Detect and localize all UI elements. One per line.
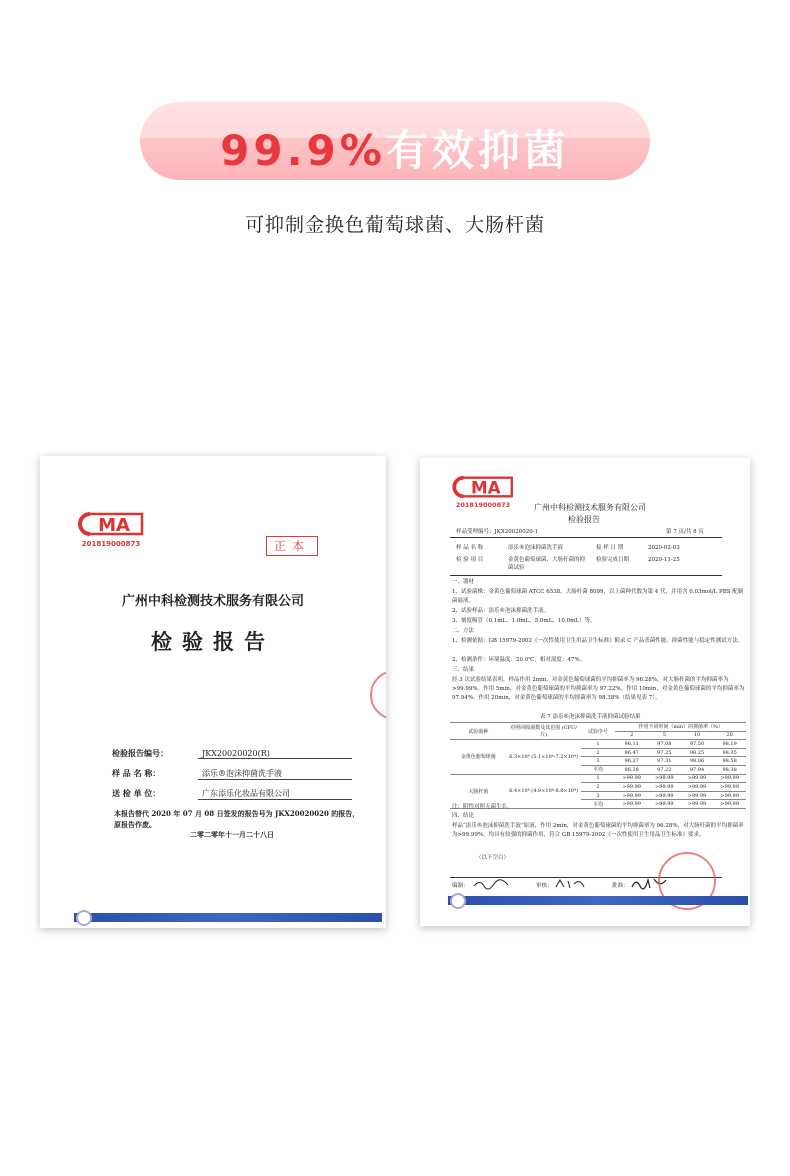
table-cell: >99.99 bbox=[615, 783, 648, 792]
value-receive-date: 2020-02-03 bbox=[648, 545, 680, 551]
replacement-note: 本报告替代 2020 年 07 月 08 日签发的报告号为 JKX20020020 的报告，原报告作废。 bbox=[114, 809, 360, 829]
table-cell: 98.19 bbox=[713, 740, 746, 749]
table-cell: 98.06 bbox=[681, 757, 714, 766]
table-cell: 98.38 bbox=[713, 765, 746, 774]
cma-letters: MA bbox=[471, 477, 501, 498]
cma-letters: MA bbox=[98, 515, 130, 536]
table-cell: 97.08 bbox=[648, 740, 681, 749]
subtitle: 可抑制金换色葡萄球菌、大肠杆菌 bbox=[244, 214, 545, 236]
field-client bbox=[112, 788, 352, 800]
table-cell: 平均 bbox=[581, 765, 616, 774]
blank-marker: （以下空白） bbox=[476, 855, 510, 861]
table-cell: 1 bbox=[581, 740, 616, 749]
label-edited-by: 编制： bbox=[452, 883, 469, 889]
table-note: 注：阴性对照无菌生长。 bbox=[452, 804, 513, 810]
header-rule bbox=[450, 537, 722, 538]
table-cell: 3 bbox=[581, 791, 616, 800]
table-cell: >99.99 bbox=[648, 800, 681, 809]
signature-editor bbox=[472, 878, 512, 893]
table-header: 5 bbox=[648, 731, 681, 740]
banner-effect-text: 有效抑菌 bbox=[385, 126, 570, 175]
company-name: 广州中科检测技术服务有限公司 bbox=[121, 594, 304, 609]
value-test-item: 金黄色葡萄球菌、大肠杆菌的抑菌试验 bbox=[508, 557, 586, 571]
table-cell: 平均 bbox=[581, 800, 616, 809]
cma-mark-icon bbox=[76, 510, 146, 538]
page-number: 第 7 页/共 8 页 bbox=[666, 529, 704, 535]
table-cell: 97.94 bbox=[681, 765, 714, 774]
cma-mark-icon bbox=[450, 474, 516, 500]
field-label: 送 检 单 位： bbox=[112, 788, 161, 798]
original-stamp: 正本 bbox=[266, 536, 318, 556]
section-conclusion: 四、结论 bbox=[452, 813, 475, 819]
table-cell: 96.47 bbox=[615, 748, 648, 757]
banner-percent: 99.9% bbox=[220, 126, 386, 175]
table-cell: 3 bbox=[581, 757, 616, 766]
headline-banner bbox=[140, 102, 650, 180]
field-sample-name bbox=[112, 768, 352, 780]
table-header: 10 bbox=[681, 731, 714, 740]
table-title: 表 7 添乐®泡沫抑菌洗手液抑菌试验结果 bbox=[540, 714, 641, 720]
table-cell: 2 bbox=[581, 783, 616, 792]
table-cell: 1 bbox=[581, 774, 616, 783]
label-sample-name: 样 品 名 称 bbox=[456, 545, 484, 551]
label-reviewed-by: 审核： bbox=[536, 883, 553, 889]
section-method: 二、方法 bbox=[452, 628, 475, 634]
para-pipettes: 3、刻度吸管（0.1mL、1.0mL、5.0mL、10.0mL）等。 bbox=[452, 618, 596, 624]
field-value: JKX20020020(R) bbox=[198, 749, 352, 759]
table-cell: >99.99 bbox=[615, 791, 648, 800]
table-cell: >99.99 bbox=[681, 783, 714, 792]
table-cell: 97.50 bbox=[681, 740, 714, 749]
report-title: 检验报告 bbox=[151, 629, 275, 654]
para-basis: 1、检测依据：GB 15979-2002《一次性使用卫生用品卫生标准》附录 C 产品杀菌性能、抑菌性能与稳定性测试方法。 bbox=[452, 638, 744, 644]
footer-logo-icon bbox=[76, 910, 92, 926]
table-cell: >99.99 bbox=[713, 774, 746, 783]
info-rule bbox=[450, 575, 722, 576]
table-cell: 98.35 bbox=[713, 748, 746, 757]
table-header: 2 bbox=[615, 731, 648, 740]
table-cell: 98.25 bbox=[681, 748, 714, 757]
cma-number: 201819000873 bbox=[81, 540, 141, 548]
label-receive-date: 接 样 日 期 bbox=[596, 545, 624, 551]
banner-title bbox=[140, 118, 650, 178]
label-approved-by: 批准： bbox=[612, 883, 629, 889]
signature-reviewer bbox=[554, 878, 588, 893]
label-complete-date: 检验完成日期 bbox=[596, 557, 630, 563]
table-header: 20 bbox=[713, 731, 746, 740]
table-cell: 97.31 bbox=[648, 757, 681, 766]
handwritten-signature-icon bbox=[472, 878, 512, 890]
footer-bar bbox=[448, 896, 748, 905]
table-cell: >99.99 bbox=[615, 800, 648, 809]
para-strains: 1、试验菌株：金黄色葡萄球菌 ATCC 6538、大肠杆菌 8099，以上菌种代数为第 4 代，并用含 0.03mol/L PBS 配制菌悬液。 bbox=[452, 589, 744, 604]
table-cell: >99.99 bbox=[681, 800, 714, 809]
table-cell: 金黄色葡萄球菌 bbox=[450, 740, 507, 774]
table-cell: 98.58 bbox=[713, 757, 746, 766]
table-cell: 97.22 bbox=[648, 765, 681, 774]
para-results: 经 3 次试验结果表明，样品作用 2min，对金黄色葡萄球菌的平均抑菌率为 96.28%，对大肠杆菌的平均抑菌率为>99.99%。作用 5min，对金黄色葡萄球菌的平均抑菌率为 97.22%。作用 10min，对金黄色葡萄球菌的平均抑菌率为 97.94%。作用 20min，对金黄色葡萄球菌的平均抑菌率为 98.38%（结果见表 7）。 bbox=[452, 677, 745, 701]
table-cell: 2 bbox=[581, 748, 616, 757]
para-conditions: 2、检测条件：环境温度：20.0℃，相对湿度：47%。 bbox=[452, 657, 586, 663]
section-results: 三、结果 bbox=[452, 667, 475, 673]
cma-logo bbox=[76, 510, 146, 550]
table-row bbox=[450, 740, 746, 749]
company-name: 广州中科检测技术服务有限公司 bbox=[534, 503, 646, 512]
table-cell: 96.28 bbox=[615, 765, 648, 774]
para-sample: 2、试验样品：添乐®泡沫抑菌洗手液。 bbox=[452, 608, 550, 614]
table-row bbox=[450, 774, 746, 783]
cma-number: 201819000873 bbox=[455, 501, 511, 509]
value-sample-name: 添乐®泡沫抑菌洗手液 bbox=[508, 545, 564, 551]
value-complete-date: 2020-11-25 bbox=[648, 557, 680, 563]
handwritten-signature-icon bbox=[554, 878, 588, 890]
field-value: 添乐®泡沫抑菌洗手液 bbox=[198, 768, 352, 780]
table-cell: >99.99 bbox=[648, 783, 681, 792]
table-cell: 6.4×10⁴ (4.9×10⁴-8.8×10⁴) bbox=[507, 774, 581, 808]
field-label: 样 品 名 称： bbox=[112, 768, 161, 778]
table-cell: 6.3×10⁴ (5.1×10⁴-7.2×10⁴) bbox=[507, 740, 581, 774]
footer-bar bbox=[74, 913, 382, 922]
table-header: 对照回收菌数及其范围 (CFU/片) bbox=[507, 723, 581, 740]
section-equipment: 一、器材 bbox=[452, 579, 475, 585]
table-cell: 97.25 bbox=[648, 748, 681, 757]
label-test-item: 检 验 项 目 bbox=[456, 557, 484, 563]
table-cell: >99.99 bbox=[648, 774, 681, 783]
table-header: 作用不同时间（min）的抑菌率（%） bbox=[615, 723, 746, 732]
cma-logo bbox=[450, 474, 516, 514]
field-label: 检验报告编号： bbox=[112, 748, 168, 758]
table-cell: >99.99 bbox=[713, 791, 746, 800]
issue-date: 二零二零年十一月二十八日 bbox=[190, 830, 274, 839]
table-cell: >99.99 bbox=[615, 774, 648, 783]
table-cell: >99.99 bbox=[713, 800, 746, 809]
footer-logo-icon bbox=[450, 893, 466, 909]
table-cell: >99.99 bbox=[681, 791, 714, 800]
table-header: 试验菌种 bbox=[450, 723, 507, 740]
report-results-document bbox=[420, 458, 750, 926]
table-cell: 96.11 bbox=[615, 740, 648, 749]
report-cover-document bbox=[40, 456, 386, 928]
table-cell: >99.99 bbox=[713, 783, 746, 792]
results-table bbox=[450, 722, 746, 809]
field-report-no bbox=[112, 748, 352, 759]
table-cell: 大肠杆菌 bbox=[450, 774, 507, 808]
table-cell: >99.99 bbox=[681, 774, 714, 783]
table-header: 试验序号 bbox=[581, 723, 616, 740]
report-title: 检验报告 bbox=[568, 515, 600, 524]
report-number: 样品受理编号：JKX20020020-1 bbox=[456, 529, 539, 535]
table-cell: >99.99 bbox=[648, 791, 681, 800]
company-seal bbox=[370, 670, 386, 720]
table-cell: 96.27 bbox=[615, 757, 648, 766]
field-value: 广东添乐化妆品有限公司 bbox=[198, 788, 352, 800]
para-conclusion: 样品“添乐®泡沫抑菌洗手液”原液，作用 2min，对金黄色葡萄球菌的平均抑菌率为 96.28%，对大肠杆菌的平均抑菌率为>99.99%，均具有较强的抑菌作用，符合 GB 15979-2002《一次性使用卫生用品卫生标准》要求。 bbox=[452, 823, 744, 838]
